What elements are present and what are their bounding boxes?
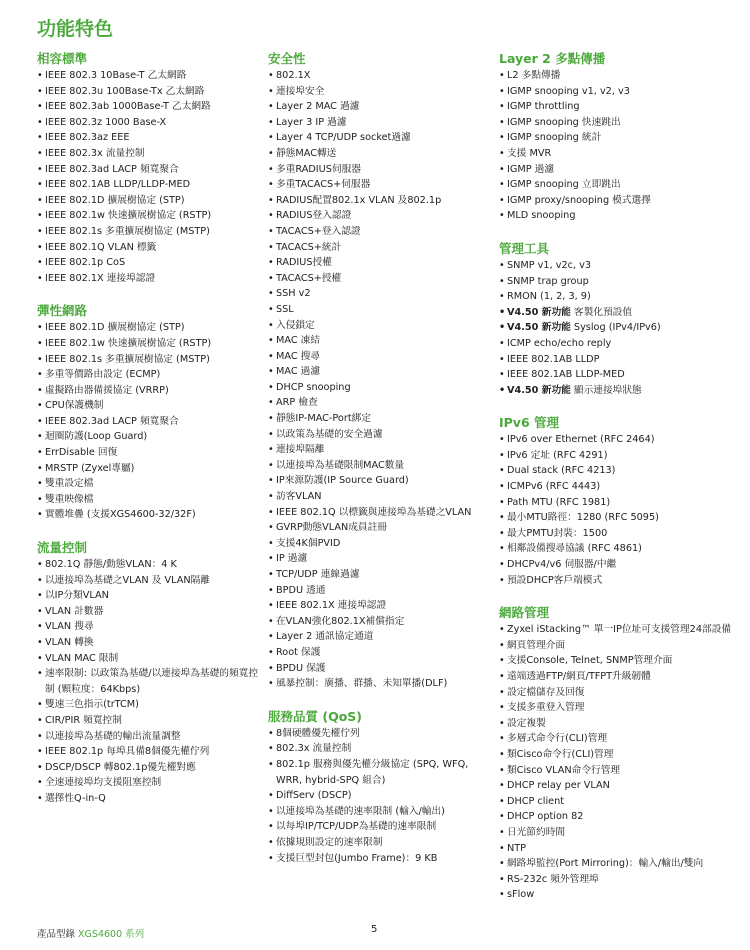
feature-item: • MAC 凍結 [268, 333, 493, 349]
feature-item: • IEEE 802.1Q 以標籤與連接埠為基礎之VLAN [268, 505, 493, 521]
feature-item: • V4.50 新功能 客製化預設值 [499, 305, 739, 321]
feature-item: • CIR/PIR 頻寬控制 [37, 713, 262, 729]
feature-item: • Path MTU (RFC 1981) [499, 495, 739, 511]
feature-item: • IEEE 802.1X 連接埠認證 [268, 598, 493, 614]
feature-item: • 以連接埠為基礎之VLAN 及 VLAN隔離 [37, 573, 262, 589]
feature-item: • IP來源防護(IP Source Guard) [268, 473, 493, 489]
feature-item: • MAC 搜尋 [268, 349, 493, 365]
feature-item: • TACACS+統計 [268, 240, 493, 256]
feature-item: • VLAN 轉換 [37, 635, 262, 651]
feature-item: • 相鄰設備搜尋協議 (RFC 4861) [499, 541, 739, 557]
feature-item: • 類Cisco命令行(CLI)管理 [499, 747, 739, 763]
feature-item: • ErrDisable 回復 [37, 445, 262, 461]
feature-item: • 802.3x 流量控制 [268, 741, 493, 757]
feature-item: • Dual stack (RFC 4213) [499, 463, 739, 479]
feature-item: • V4.50 新功能 顯示連接埠狀態 [499, 383, 739, 399]
feature-section [37, 302, 262, 523]
feature-item: • RADIUS登入認證 [268, 208, 493, 224]
feature-item: • CPU保護機制 [37, 398, 262, 414]
feature-item: • 連接埠安全 [268, 84, 493, 100]
feature-item: • 全速連接埠均支援阻塞控制 [37, 775, 262, 791]
feature-section [268, 708, 493, 866]
feature-item: • IEEE 802.1AB LLDP-MED [499, 367, 739, 383]
feature-item: • IGMP snooping v1, v2, v3 [499, 84, 739, 100]
feature-item: • DHCP relay per VLAN [499, 778, 739, 794]
feature-item: • MRSTP (Zyxel專屬) [37, 461, 262, 477]
feature-item: • 設定複製 [499, 716, 739, 732]
feature-list [499, 258, 739, 398]
feature-item: • 訪客VLAN [268, 489, 493, 505]
feature-section [499, 50, 739, 224]
feature-item: • 入侵鎖定 [268, 318, 493, 334]
feature-item: • SNMP v1, v2c, v3 [499, 258, 739, 274]
feature-item: • 預設DHCP客戶端模式 [499, 573, 739, 589]
feature-item: • IEEE 802.3ad LACP 頻寬聚合 [37, 162, 262, 178]
feature-item: • IEEE 802.1s 多重擴展樹協定 (MSTP) [37, 352, 262, 368]
feature-list [499, 622, 739, 903]
feature-item: • Layer 4 TCP/UDP socket過濾 [268, 130, 493, 146]
feature-item: • 網路埠監控(Port Mirroring)：輸入/輸出/雙向 [499, 856, 739, 872]
footer-label: 產品型錄 [37, 929, 76, 940]
feature-item: • DHCP client [499, 794, 739, 810]
feature-list [37, 320, 262, 523]
feature-item: • 連接埠隔離 [268, 442, 493, 458]
feature-item: • IEEE 802.3az EEE [37, 130, 262, 146]
feature-item: • 支援Console, Telnet, SNMP管理介面 [499, 653, 739, 669]
feature-item: • 靜態MAC轉送 [268, 146, 493, 162]
feature-item: • ARP 檢查 [268, 395, 493, 411]
feature-item: • 多重等價路由設定 (ECMP) [37, 367, 262, 383]
feature-item: • IEEE 802.3ab 1000Base-T 乙太網路 [37, 99, 262, 115]
section-heading: 網路管理 [499, 605, 550, 621]
section-heading: Layer 2 多點傳播 [499, 51, 606, 66]
feature-item: • 以連接埠為基礎的輸出流量調整 [37, 729, 262, 745]
feature-item: • Root 保護 [268, 645, 493, 661]
feature-list [499, 68, 739, 224]
feature-list [268, 726, 493, 866]
feature-item: • Layer 2 通訊協定通道 [268, 629, 493, 645]
feature-item: • IEEE 802.3ad LACP 頻寬聚合 [37, 414, 262, 430]
feature-item: • 遠端透過FTP/網頁/TFPT升級韌體 [499, 669, 739, 685]
feature-item: • 支援多重登入管理 [499, 700, 739, 716]
feature-item: • sFlow [499, 887, 739, 903]
feature-item: • IEEE 802.3u 100Base-Tx 乙太網路 [37, 84, 262, 100]
feature-item: • IGMP 過濾 [499, 162, 739, 178]
feature-item: • IEEE 802.1D 擴展樹協定 (STP) [37, 193, 262, 209]
feature-item: • 以每埠IP/TCP/UDP為基礎的速率限制 [268, 819, 493, 835]
feature-item: • IEEE 802.3 10Base-T 乙太網路 [37, 68, 262, 84]
feature-item: • 多重RADIUS伺服器 [268, 162, 493, 178]
section-heading: IPv6 管理 [499, 415, 560, 431]
feature-item: • 雙重設定檔 [37, 476, 262, 492]
feature-item: • SSL [268, 302, 493, 318]
feature-item: • IEEE 802.1D 擴展樹協定 (STP) [37, 320, 262, 336]
footer-product-line [37, 926, 144, 940]
feature-item: • 802.1Q 靜態/動態VLAN：4 K [37, 557, 262, 573]
feature-section [499, 240, 739, 398]
feature-item: • DHCPv4/v6 伺服器/中繼 [499, 557, 739, 573]
footer-series: XGS4600 系列 [78, 929, 145, 940]
feature-item: • VLAN 搜尋 [37, 619, 262, 635]
column-2 [268, 50, 493, 866]
feature-item: • MAC 過濾 [268, 364, 493, 380]
feature-item: • DiffServ (DSCP) [268, 788, 493, 804]
feature-item: • IEEE 802.3z 1000 Base-X [37, 115, 262, 131]
section-heading: 服務品質 (QoS) [268, 708, 362, 724]
feature-item: • TACACS+登入認證 [268, 224, 493, 240]
feature-item: • IEEE 802.1AB LLDP/LLDP-MED [37, 177, 262, 193]
feature-item: • VLAN 計數器 [37, 604, 262, 620]
feature-item: • IEEE 802.1w 快速擴展樹協定 (RSTP) [37, 208, 262, 224]
feature-item: • NTP [499, 841, 739, 857]
feature-item: • IEEE 802.1X 連接埠認證 [37, 271, 262, 287]
feature-section [268, 50, 493, 692]
feature-item: • IEEE 802.1w 快速擴展樹協定 (RSTP) [37, 336, 262, 352]
feature-item: • RADIUS授權 [268, 255, 493, 271]
feature-item: • IPv6 定址 (RFC 4291) [499, 448, 739, 464]
feature-item: • 802.1p 服務與優先權分級協定 (SPQ, WFQ, WRR, hybrid-SPQ 組合) [268, 757, 493, 788]
feature-item: • DSCP/DSCP 轉802.1p優先權對應 [37, 760, 262, 776]
feature-item: • 風暴控制：廣播、群播、未知單播(DLF) [268, 676, 493, 692]
feature-item: • 以政策為基礎的安全過濾 [268, 427, 493, 443]
feature-item: • IPv6 over Ethernet (RFC 2464) [499, 432, 739, 448]
feature-item: • TCP/UDP 連線過濾 [268, 567, 493, 583]
feature-item: • IEEE 802.3x 流量控制 [37, 146, 262, 162]
feature-item: • ICMP echo/echo reply [499, 336, 739, 352]
feature-item: • 日光節約時間 [499, 825, 739, 841]
feature-item: • 以連接埠為基礎限制MAC數量 [268, 458, 493, 474]
feature-item: • 最大PMTU封裝：1500 [499, 526, 739, 542]
feature-list [268, 68, 493, 692]
feature-item: • DHCP option 82 [499, 809, 739, 825]
feature-item: • 支援 MVR [499, 146, 739, 162]
feature-section [499, 604, 739, 903]
column-3 [499, 50, 739, 903]
feature-list [37, 68, 262, 286]
page-title: 功能特色 [37, 18, 114, 40]
feature-item: • VLAN MAC 限制 [37, 651, 262, 667]
feature-item: • IGMP snooping 快速跳出 [499, 115, 739, 131]
feature-item: • L2 多點傳播 [499, 68, 739, 84]
feature-item: • 類Cisco VLAN命令行管理 [499, 763, 739, 779]
feature-item: • RMON (1, 2, 3, 9) [499, 289, 739, 305]
feature-item: • ICMPv6 (RFC 4443) [499, 479, 739, 495]
feature-item: • BPDU 保護 [268, 661, 493, 677]
feature-item: • DHCP snooping [268, 380, 493, 396]
feature-item: • 支援4K個PVID [268, 536, 493, 552]
feature-item: • BPDU 透通 [268, 583, 493, 599]
feature-item: • 網頁管理介面 [499, 638, 739, 654]
feature-item: • 802.1X [268, 68, 493, 84]
feature-item: • 雙速三色指示(trTCM) [37, 697, 262, 713]
feature-item: • IGMP snooping 立即跳出 [499, 177, 739, 193]
feature-item: • IEEE 802.1p 每埠具備8個優先權佇列 [37, 744, 262, 760]
feature-item: • 設定檔儲存及回復 [499, 685, 739, 701]
feature-item: • 多層式命令行(CLI)管理 [499, 731, 739, 747]
feature-item: • 最小MTU路徑：1280 (RFC 5095) [499, 510, 739, 526]
page-number: 5 [371, 924, 378, 935]
feature-item: • Layer 2 MAC 過濾 [268, 99, 493, 115]
feature-item: • 以IP分類VLAN [37, 588, 262, 604]
section-heading: 安全性 [268, 51, 306, 66]
feature-item: • 依據規則設定的速率限制 [268, 835, 493, 851]
feature-item: • IEEE 802.1Q VLAN 標籤 [37, 240, 262, 256]
feature-list [37, 557, 262, 807]
feature-item: • 選擇性Q-in-Q [37, 791, 262, 807]
column-1 [37, 50, 262, 807]
feature-item: • IGMP snooping 統計 [499, 130, 739, 146]
feature-item: • 以連接埠為基礎的速率限制 (輸入/輸出) [268, 804, 493, 820]
feature-item: • IGMP throttling [499, 99, 739, 115]
feature-item: • 速率限制: 以政策為基礎/以連接埠為基礎的頻寬控制 (顆粒度：64Kbps) [37, 666, 262, 697]
feature-item: • RS-232c 頻外管理埠 [499, 872, 739, 888]
feature-item: • RADIUS配置802.1x VLAN 及802.1p [268, 193, 493, 209]
feature-item: • MLD snooping [499, 208, 739, 224]
feature-item: • V4.50 新功能 Syslog (IPv4/IPv6) [499, 320, 739, 336]
section-heading: 彈性網路 [37, 303, 88, 319]
feature-section [499, 414, 739, 588]
feature-list [499, 432, 739, 588]
section-heading: 管理工具 [499, 240, 550, 256]
feature-item: • Zyxel iStacking™ 單一IP位址可支援管理24部設備 [499, 622, 739, 638]
feature-item: • 多重TACACS+伺服器 [268, 177, 493, 193]
feature-item: • 迴圈防護(Loop Guard) [37, 429, 262, 445]
feature-item: • IGMP proxy/snooping 模式選擇 [499, 193, 739, 209]
feature-item: • Layer 3 IP 過濾 [268, 115, 493, 131]
feature-item: • 靜態IP-MAC-Port綁定 [268, 411, 493, 427]
section-heading: 相容標準 [37, 51, 88, 66]
feature-item: • 在VLAN強化802.1X補償指定 [268, 614, 493, 630]
feature-item: • 8個硬體優先權佇列 [268, 726, 493, 742]
feature-item: • IEEE 802.1AB LLDP [499, 352, 739, 368]
feature-section [37, 50, 262, 286]
feature-item: • 虛擬路由器備援協定 (VRRP) [37, 383, 262, 399]
feature-item: • 支援巨型封包(Jumbo Frame)：9 KB [268, 851, 493, 867]
feature-item: • 實體堆疊 (支援XGS4600-32/32F) [37, 507, 262, 523]
section-heading: 流量控制 [37, 540, 88, 556]
feature-item: • TACACS+授權 [268, 271, 493, 287]
feature-item: • IP 過濾 [268, 551, 493, 567]
feature-item: • IEEE 802.1s 多重擴展樹協定 (MSTP) [37, 224, 262, 240]
feature-item: • GVRP動態VLAN成員註冊 [268, 520, 493, 536]
feature-item: • SSH v2 [268, 286, 493, 302]
feature-section [37, 539, 262, 807]
feature-item: • 雙重映像檔 [37, 492, 262, 508]
feature-item: • SNMP trap group [499, 274, 739, 290]
feature-item: • IEEE 802.1p CoS [37, 255, 262, 271]
